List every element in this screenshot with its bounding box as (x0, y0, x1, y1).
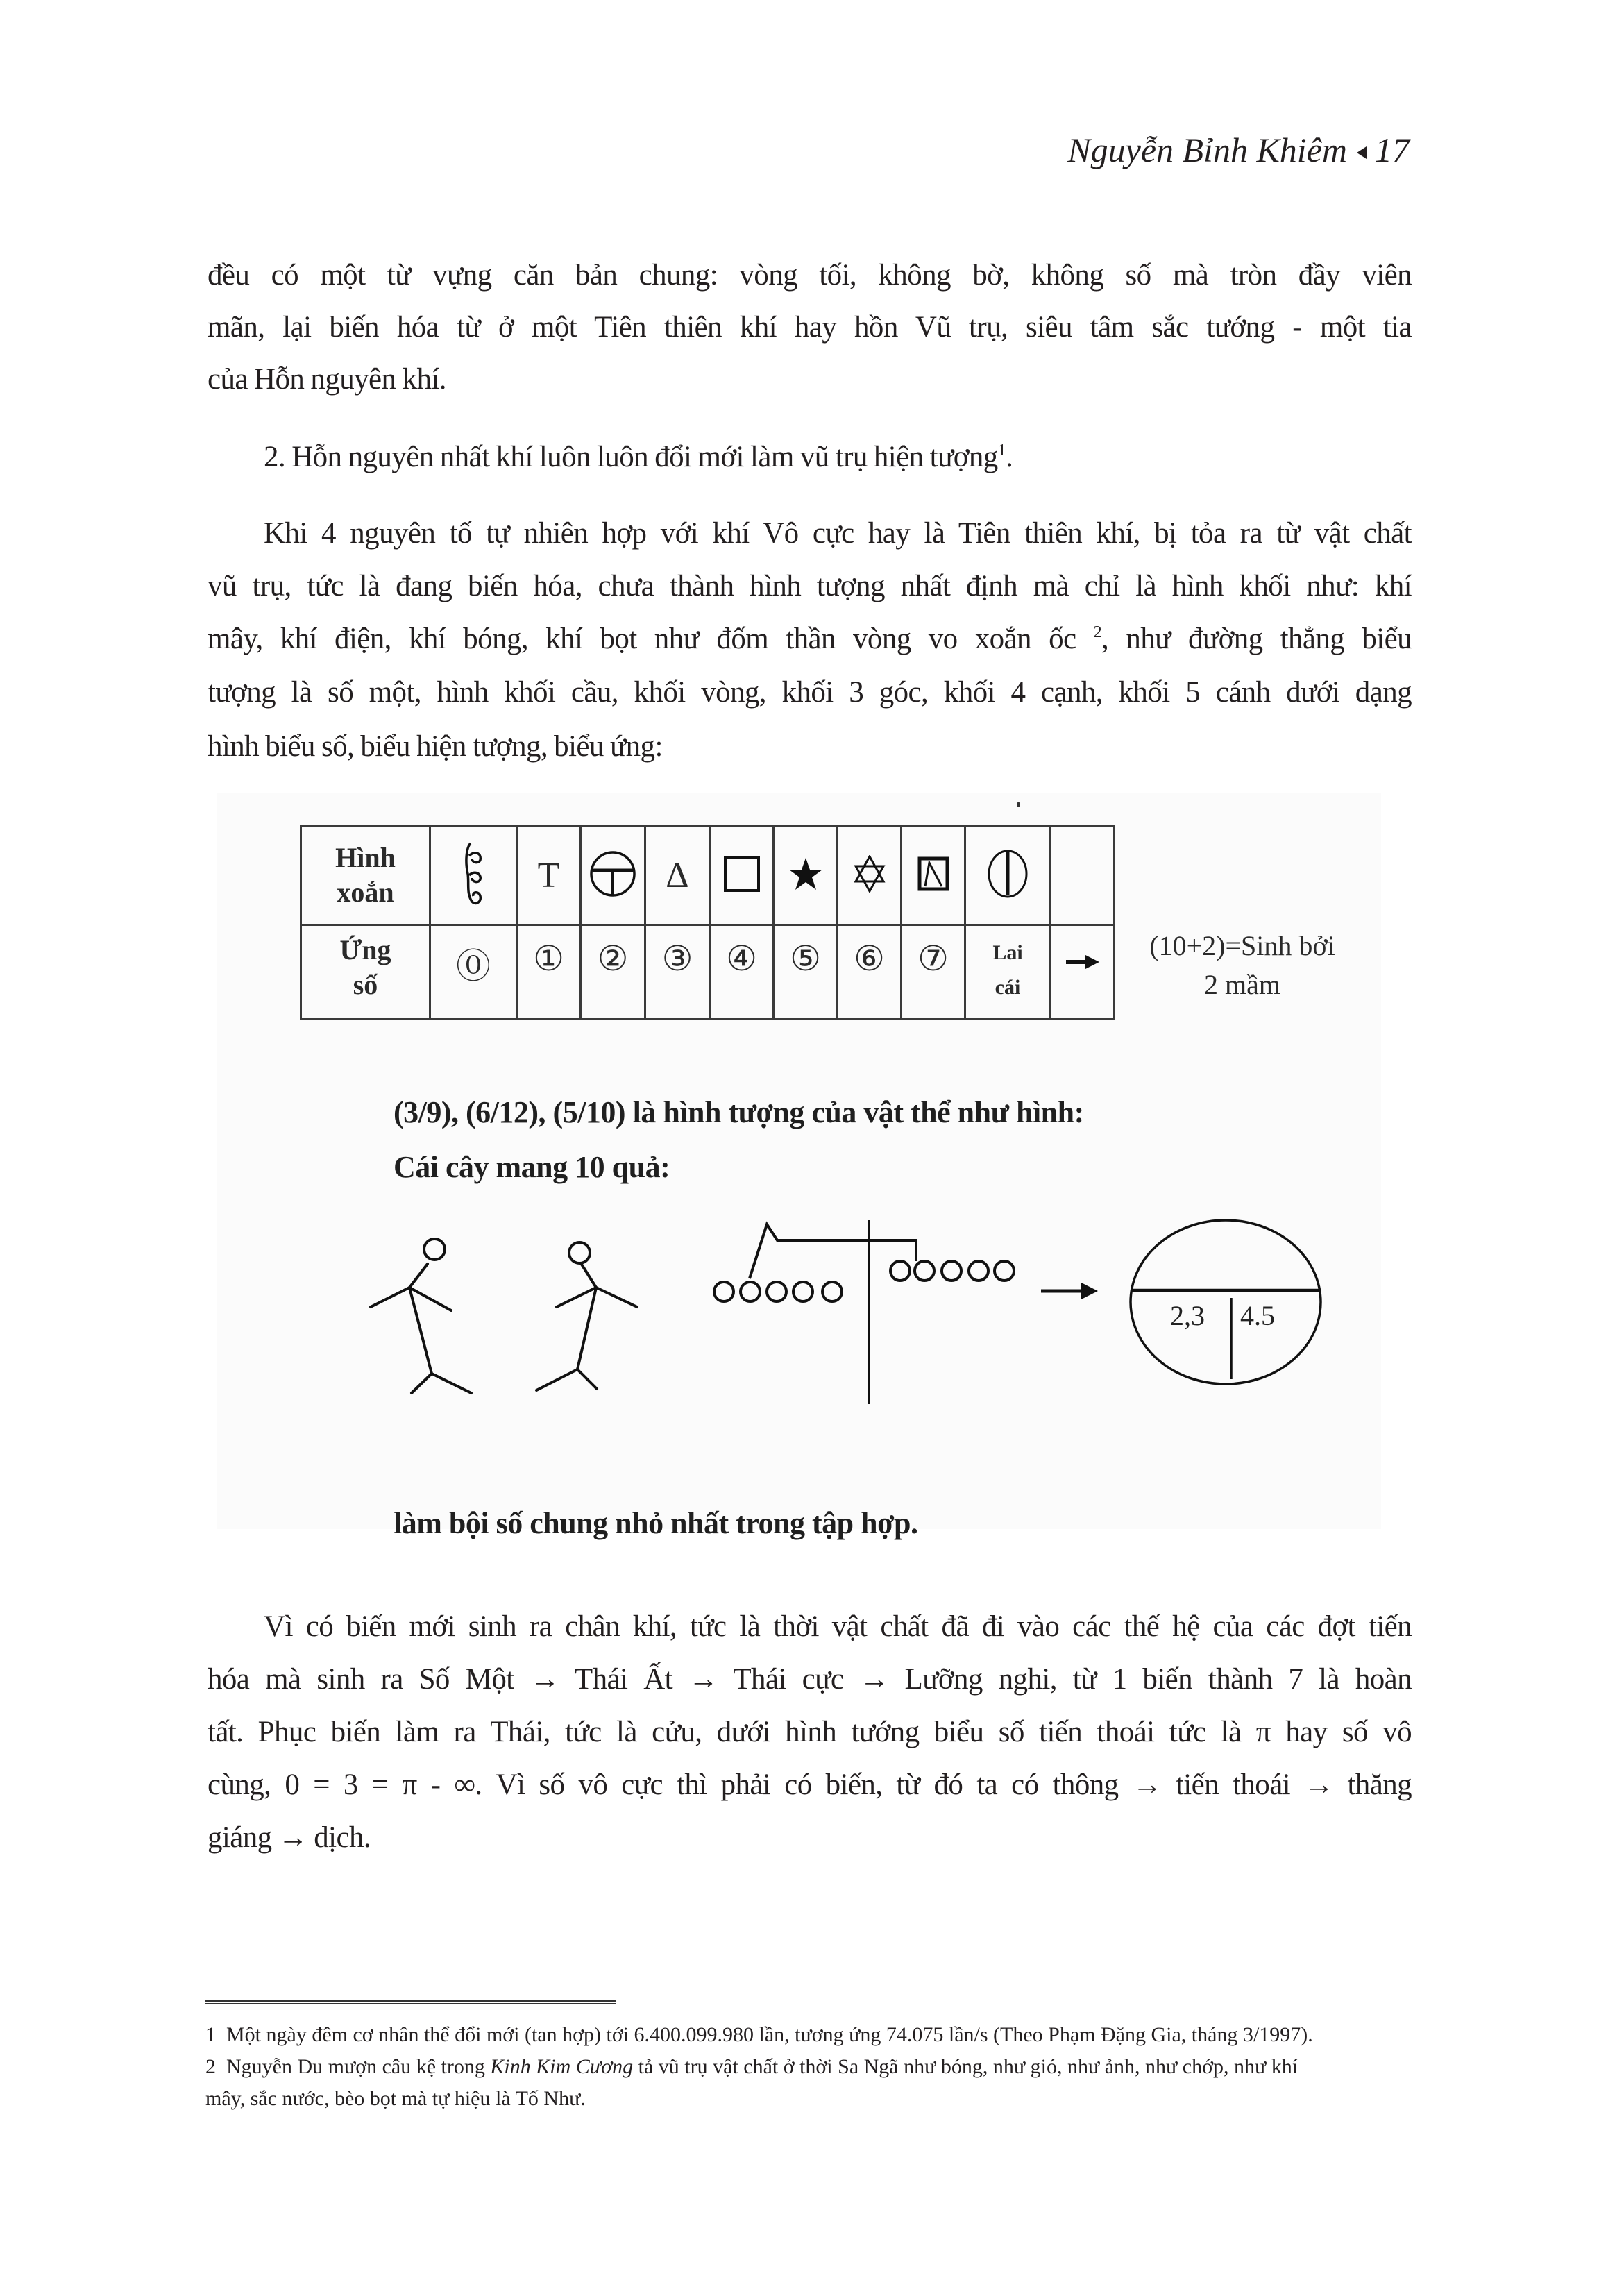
lai-cai-cell (965, 925, 1051, 1019)
row-header-line: Hình (335, 842, 396, 873)
shape-cell (965, 826, 1051, 925)
figure-caption-line: (3/9), (6/12), (5/10) là hình tượng của vật thể như hình: (394, 1095, 1084, 1129)
spiral-icon (459, 841, 487, 907)
circled-number-2: ② (597, 939, 629, 978)
paragraph-line: hình biểu số, biểu hiện tượng, biểu ứng: (208, 730, 663, 763)
cell-line: Lai (992, 941, 1023, 964)
page-number: 17 (1375, 130, 1410, 169)
triangle-icon: ∆ (666, 855, 688, 895)
number-cell (581, 925, 645, 1019)
shape-cell (581, 826, 645, 925)
paragraph-line: Vì có biến mới sinh ra chân khí, tức là thời vật chất đã đi vào các thế hệ của các đợt tiến (264, 1610, 1412, 1643)
circled-number-0: ⓪ (456, 947, 491, 986)
circled-number-1: ① (533, 939, 564, 978)
square-icon (722, 854, 761, 893)
shape-cell (710, 826, 774, 925)
six-point-star-icon (854, 855, 886, 893)
paragraph-line (208, 621, 1412, 657)
paragraph-line: tượng là số một, hình khối cầu, khối vòng, khối 3 góc, khối 4 cạnh, khối 5 cánh dưới dạng (208, 676, 1412, 709)
shape-cell (430, 826, 517, 925)
annotation-line: 2 mầm (1204, 969, 1280, 1000)
circle-vertical-line-icon (986, 848, 1029, 900)
paragraph-line: của Hỗn nguyên khí. (208, 363, 446, 396)
number-cell (710, 925, 774, 1019)
ellipse-label-left: 2,3 (1170, 1300, 1205, 1331)
paragraph-text: mây, khí điện, khí bóng, khí bọt như đốm thần vòng vo xoắn ốc (208, 623, 1076, 655)
shape-number-table (300, 825, 1115, 1020)
footnote-number: 2 (205, 2055, 216, 2078)
t-letter-icon: T (537, 855, 560, 895)
row-header-line: số (353, 969, 378, 1000)
empty-cell (1051, 826, 1115, 925)
paragraph-line: cùng, 0 = 3 = π - ∞. Vì số vô cực thì phải có biến, từ đó ta có thông → tiến thoái → thăng (208, 1769, 1412, 1801)
figure-caption-line: Cái cây mang 10 quả: (394, 1150, 670, 1184)
punctuation: . (1006, 441, 1013, 473)
scan-speck (1017, 802, 1020, 807)
footnote-ref-2[interactable]: 2 (1093, 623, 1102, 641)
shape-cell (774, 826, 838, 925)
shape-cell (645, 826, 710, 925)
annotation-line: (10+2)=Sinh bởi (1149, 930, 1335, 961)
paragraph-line: hóa mà sinh ra Số Một → Thái Ất → Thái cực → Lưỡng nghi, từ 1 biến thành 7 là hoàn (208, 1663, 1412, 1696)
footnote-ref-1[interactable]: 1 (997, 441, 1006, 459)
right-arrow-icon (1065, 954, 1101, 970)
number-cell (430, 925, 517, 1019)
paragraph-text: 2. Hỗn nguyên nhất khí luôn luôn đổi mới làm vũ trụ hiện tượng (264, 441, 998, 473)
row-header-line: xoắn (337, 877, 394, 908)
paragraph-line: Khi 4 nguyên tố tự nhiên hợp với khí Vô cực hay là Tiên thiên khí, bị tỏa ra từ vật chất (264, 517, 1412, 550)
footnote-italic-title: Kinh Kim Cương (490, 2055, 634, 2078)
number-cell (645, 925, 710, 1019)
shape-cell (902, 826, 965, 925)
paragraph-2 (264, 439, 1412, 475)
footnote-divider (205, 2000, 616, 2004)
paragraph-line: đều có một từ vựng căn bản chung: vòng tối, không bờ, không số mà tròn đầy viên (208, 259, 1412, 292)
shape-cell (517, 826, 581, 925)
row-header-ung-so (301, 925, 430, 1019)
row-header-hinh-xoan (301, 826, 430, 925)
ellipse-label-right: 4.5 (1240, 1300, 1275, 1331)
square-triangle-icon (917, 856, 950, 892)
circled-number-5: ⑤ (790, 939, 821, 978)
footnote-text: Nguyễn Du mượn câu kệ trong (226, 2055, 491, 2078)
paragraph-line: giáng → dịch. (208, 1821, 371, 1854)
number-cell (774, 925, 838, 1019)
paragraph-line: vũ trụ, tức là đang biến hóa, chưa thành hình tượng nhất định mà chỉ là hình khối như: khí (208, 570, 1412, 602)
five-point-star-icon (788, 856, 823, 891)
shape-cell (838, 826, 902, 925)
number-cell (902, 925, 965, 1019)
footnote-1 (205, 2019, 1413, 2051)
arrow-cell (1051, 925, 1115, 1019)
paragraph-line: tất. Phục biến làm ra Thái, tức là cửu, dưới hình tướng biểu số tiến thoái tức là π hay số vô (208, 1716, 1412, 1748)
circled-number-4: ④ (726, 939, 757, 978)
row-header-line: Ứng (339, 934, 391, 965)
running-header (1067, 129, 1410, 171)
number-cell (838, 925, 902, 1019)
left-triangle-icon (1357, 146, 1367, 159)
cell-line: cái (995, 976, 1021, 999)
paragraph-text: , như đường thẳng biểu (1101, 623, 1412, 655)
running-title: Nguyễn Bỉnh Khiêm (1067, 130, 1347, 169)
circle-t-icon (589, 850, 637, 898)
footnote-2-continuation: mây, sắc nước, bèo bọt mà tự hiệu là Tố Như. (205, 2087, 586, 2110)
table-row-shapes (301, 826, 1115, 925)
footnote-text: Một ngày đêm cơ nhân thể đổi mới (tan hợp) tới 6.400.099.980 lần, tương ứng 74.075 lần/s (Theo Phạm Đặng Gia, tháng 3/1997). (226, 2023, 1313, 2046)
circled-number-3: ③ (661, 939, 693, 978)
table-row-numbers (301, 925, 1115, 1019)
circled-number-6: ⑥ (854, 939, 885, 978)
paragraph-line: mãn, lại biến hóa từ ở một Tiên thiên khí hay hồn Vũ trụ, siêu tâm sắc tướng - một tia (208, 311, 1412, 344)
footnote-text: tả vũ trụ vật chất ở thời Sa Ngã như bóng, như gió, như ảnh, như chớp, như khí (633, 2055, 1298, 2078)
figure-bottom-caption: làm bội số chung nhỏ nhất trong tập hợp. (394, 1506, 918, 1540)
circled-number-7: ⑦ (917, 939, 949, 978)
number-cell (517, 925, 581, 1019)
footnote-number: 1 (205, 2023, 216, 2046)
footnote-2 (205, 2051, 1413, 2083)
table-annotation (1124, 927, 1360, 1004)
